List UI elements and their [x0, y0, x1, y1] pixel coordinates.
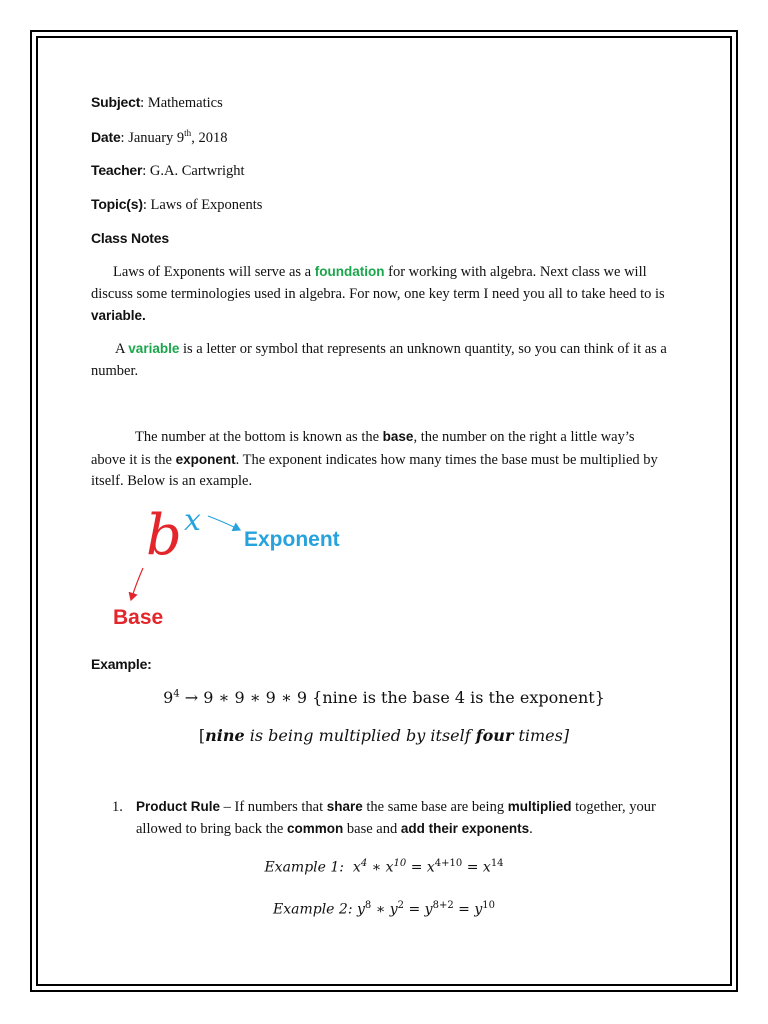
example-line-2 [0, 726, 768, 745]
topics-label: Topic(s) [91, 196, 143, 212]
rule-text-d: base and [343, 821, 401, 837]
exponent-arrow [208, 516, 240, 530]
ex2-mid: is being multiplied by itself [244, 726, 476, 745]
product-rule-text [136, 796, 672, 840]
ex-var: x [426, 859, 435, 876]
example-heading: Example: [91, 656, 152, 672]
ex-exp: 14 [490, 858, 504, 869]
example-line-1 [0, 688, 768, 707]
highlight-multiplied: multiplied [507, 799, 572, 814]
example-2-label: Example 2: [273, 901, 353, 918]
subject-value: : Mathematics [140, 95, 223, 111]
ex-exp: 10 [482, 900, 495, 911]
ex-eq: = [453, 901, 475, 918]
ex-exp: 10 [393, 858, 407, 869]
rule-text-a: – If numbers that [220, 799, 327, 815]
highlight-foundation: foundation [314, 264, 385, 279]
list-item [112, 796, 672, 840]
ex-op: ∗ [367, 859, 386, 876]
ex-eq: = [406, 859, 427, 876]
diagram-exponent-letter: x [184, 503, 201, 538]
ex-op: ∗ [371, 901, 390, 918]
para2-text-b: is a letter or symbol that represents an unknown quantity, so you can think of it as a number. [91, 341, 667, 379]
date-value: : January 9 [120, 129, 185, 146]
rule-text-b: the same base are being [362, 799, 508, 815]
diagram-exponent-label: Exponent [244, 528, 340, 551]
example-heading-line [91, 656, 152, 674]
highlight-share: share [326, 799, 363, 814]
ex-var: x [352, 859, 361, 876]
ex-exp: 8+2 [432, 900, 454, 911]
ex2-four: four [475, 726, 514, 745]
ex-var: x [482, 859, 491, 876]
teacher-label: Teacher [91, 162, 143, 178]
ex-eq: = [462, 859, 483, 876]
diagram-base-label: Base [113, 606, 164, 629]
topics-value: : Laws of Exponents [142, 197, 263, 213]
ex-var: y [424, 901, 433, 918]
ex-exp: 4+10 [434, 858, 463, 869]
date-superscript: th [184, 128, 192, 138]
notes-heading: Class Notes [91, 230, 169, 246]
teacher-value: : G.A. Cartwright [142, 163, 245, 179]
date-year: , 2018 [191, 129, 228, 146]
para3-text-b: , the number on the right a little way’s above it is the [91, 429, 635, 468]
product-rule-title: Product Rule [136, 799, 221, 814]
highlight-add-exponents: add their exponents [400, 821, 530, 836]
para3-text-c: . The exponent indicates how many times the base must be multiplied by itself. Below is an example. [91, 451, 658, 489]
ex-eq: = [404, 901, 425, 918]
ex1-base: 9 [163, 688, 174, 707]
subject-label: Subject [91, 94, 141, 110]
para3-text-a: The number at the bottom is known as the [135, 429, 383, 445]
highlight-variable-green: variable [128, 341, 180, 356]
ex2-open: [ [198, 726, 206, 745]
para2-text-a: A [115, 341, 129, 357]
ex-exp: 2 [397, 900, 405, 911]
ex-exp: 8 [364, 900, 372, 911]
rule-text-e: . [529, 821, 533, 837]
rule-example-2 [0, 900, 768, 918]
rule-text-c: together, your allowed to bring back the [136, 799, 656, 837]
highlight-variable: variable. [91, 308, 146, 323]
base-arrow [131, 568, 143, 600]
diagram-base-letter: b [146, 503, 182, 568]
ex2-nine: nine [205, 726, 245, 745]
highlight-exponent: exponent [175, 451, 236, 467]
highlight-base: base [382, 429, 414, 444]
ex-exp: 4 [360, 858, 368, 869]
example-1-label: Example 1: [264, 859, 344, 876]
ex-var: y [357, 901, 365, 918]
ex2-end: times] [513, 726, 570, 745]
highlight-common: common [287, 821, 344, 836]
ex-var: x [385, 859, 394, 876]
ex-var: y [474, 901, 483, 918]
para1-text-b: for working with algebra. Next class we will discuss some terminologies used in algebra. For now, one key term I need you all to take heed to is [91, 264, 665, 302]
date-label: Date [91, 128, 121, 145]
ex1-exponent: 4 [173, 688, 180, 700]
list-number: 1. [112, 799, 123, 815]
ex1-rest: → 9 ∗ 9 ∗ 9 ∗ 9 {nine is the base 4 is the exponent} [179, 688, 605, 707]
para1-text-a: Laws of Exponents will serve as a [113, 264, 315, 280]
ex-var: y [389, 901, 398, 918]
rule-example-1 [0, 858, 768, 876]
